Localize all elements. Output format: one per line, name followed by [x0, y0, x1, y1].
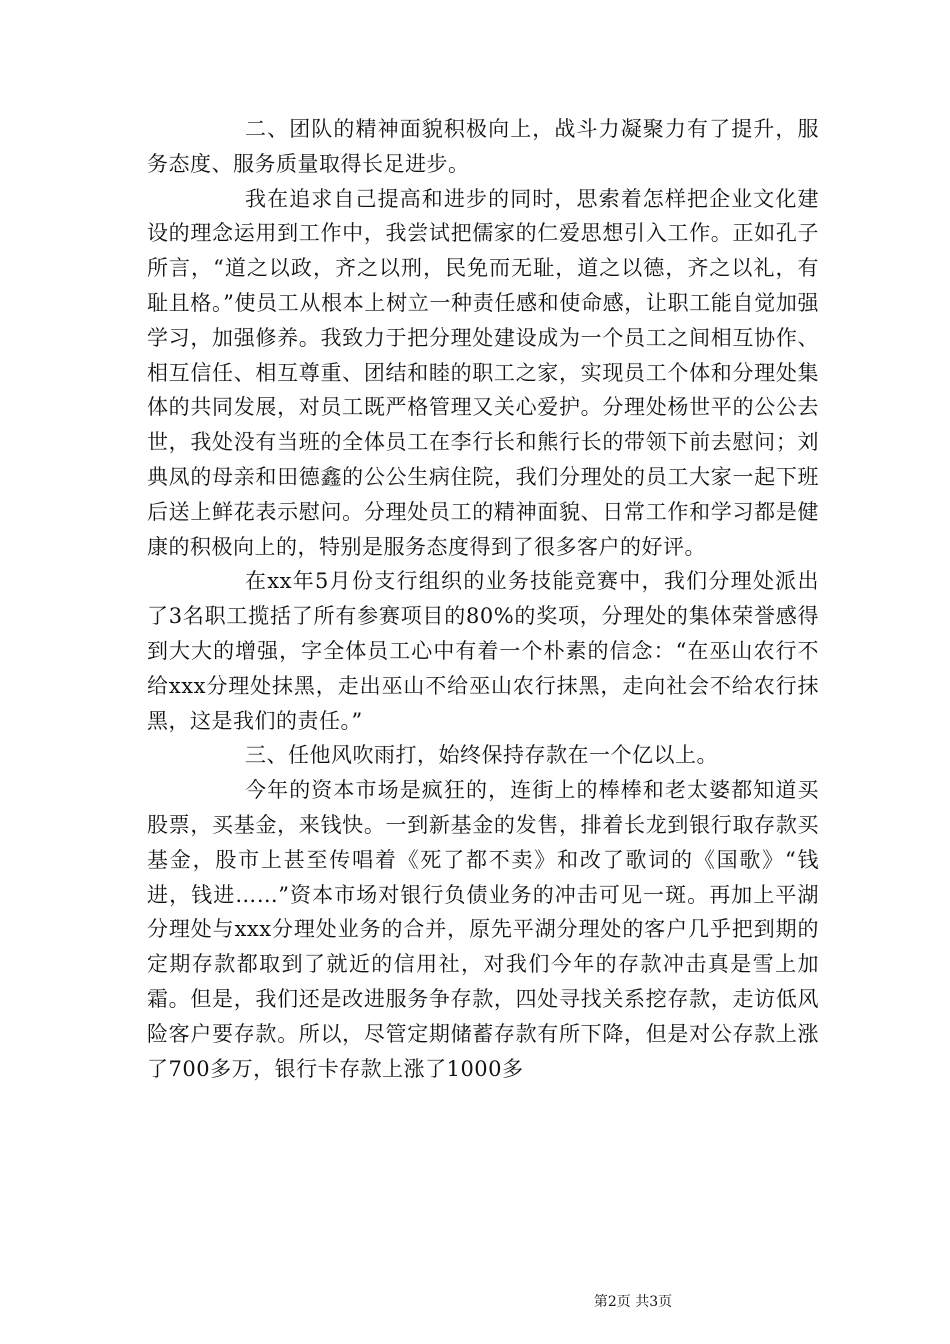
paragraph-5: 今年的资本市场是疯狂的，连街上的棒棒和老太婆都知道买股票，买基金，来钱快。一到新基金的发售，排着长龙到银行取存款买基金，股市上甚至传唱着《死了都不卖》和改了歌词的《国歌》“钱进，钱进……”资本市场对银行负债业务的冲击可见一斑。再加上平湖分理处与xxx分理处业务的合并，原先平湖分理处的客户几乎把到期的定期存款都取到了就近的信用社，对我们今年的存款冲击真是雪上加霜。但是，我们还是改进服务争存款，四处寻找关系挖存款，走访低风险客户要存款。所以，尽管定期储蓄存款有所下降，但是对公存款上涨了700多万，银行卡存款上涨了1000多: [147, 778, 819, 1081]
document-body: [147, 112, 819, 1086]
page-number: 第2页 共3页: [593, 1294, 673, 1310]
paragraph-2: 我在追求自己提高和进步的同时，思索着怎样把企业文化建设的理念运用到工作中，我尝试把儒家的仁爱思想引入工作。正如孔子所言，“道之以政，齐之以刑，民免而无耻，道之以德，齐之以礼，有耻且格。”使员工从根本上树立一种责任感和使命感，让职工能自觉加强学习，加强修养。我致力于把分理处建设成为一个员工之间相互协作、相互信任、相互尊重、团结和睦的职工之家，实现员工个体和分理处集体的共同发展，对员工既严格管理又关心爱护。分理处杨世平的公公去世，我处没有当班的全体员工在李行长和熊行长的带领下前去慰问；刘典凤的母亲和田德鑫的公公生病住院，我们分理处的员工大家一起下班后送上鲜花表示慰问。分理处员工的精神面貌、日常工作和学习都是健康的积极向上的，特别是服务态度得到了很多客户的好评。: [147, 186, 819, 559]
paragraph-4: 三、任他风吹雨打，始终保持存款在一个亿以上。: [245, 743, 718, 768]
paragraph-3: 在xx年5月份支行组织的业务技能竞赛中，我们分理处派出了3名职工揽括了所有参赛项目的80%的奖项，分理处的集体荣誉感得到大大的增强，字全体员工心中有着一个朴素的信念：“在巫山农行不给xxx分理处抹黑，走出巫山不给巫山农行抹黑，走向社会不给农行抹黑，这是我们的责任。”: [147, 569, 819, 733]
paragraph-1: 二、团队的精神面貌积极向上，战斗力凝聚力有了提升，服务态度、服务质量取得长足进步。: [147, 117, 819, 176]
page-footer: [0, 1291, 950, 1311]
